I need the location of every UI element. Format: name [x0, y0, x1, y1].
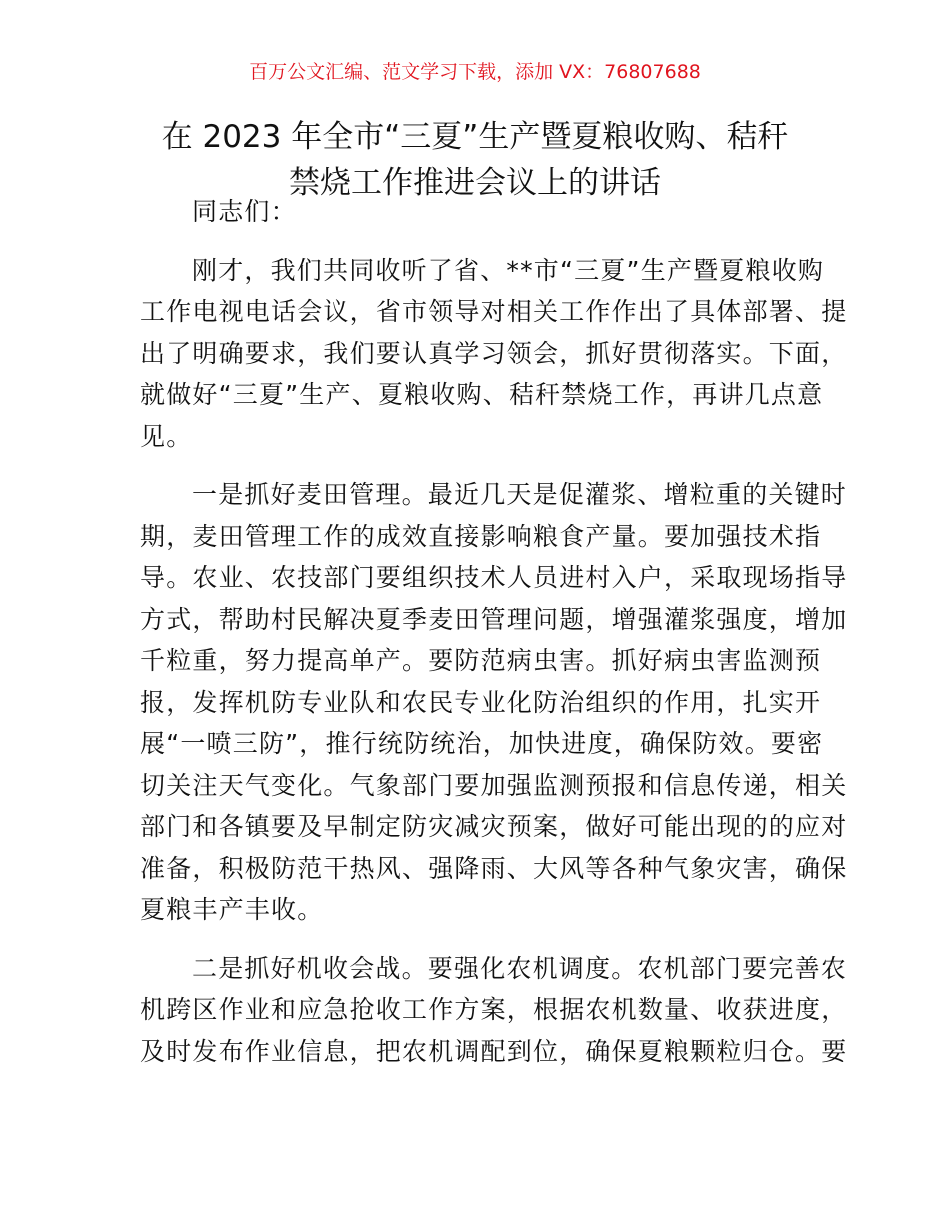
paragraph-line: 夏粮丰产丰收。: [140, 895, 324, 924]
paragraph-line: 就做好“三夏”生产、夏粮收购、秸秆禁烧工作，再讲几点意: [140, 380, 824, 409]
paragraph-line: 千粒重，努力提高单产。要防范病虫害。抓好病虫害监测预: [140, 646, 822, 675]
paragraph-line: 期，麦田管理工作的成效直接影响粮食产量。要加强技术指: [140, 521, 822, 551]
paragraph-line: 部门和各镇要及早制定防灾减灾预案，做好可能出现的的应对: [140, 812, 848, 841]
paragraph-line: 机跨区作业和应急抢收工作方案，根据农机数量、收获进度，: [140, 995, 848, 1024]
document-body: [140, 191, 848, 1089]
paragraph-line: 及时发布作业信息，把农机调配到位，确保夏粮颗粒归仓。要: [140, 1036, 848, 1066]
watermark-header: 百万公文汇编、范文学习下载，添加 VX：76807688: [249, 61, 701, 83]
paragraph: [140, 474, 848, 931]
paragraph-line: 准备，积极防范干热风、强降雨、大风等各种气象灾害，确保: [140, 853, 848, 883]
paragraph-line: 二是抓好机收会战。要强化农机调度。农机部门要完善农: [192, 953, 848, 983]
paragraph-line: 见。: [140, 421, 193, 451]
paragraph-line: 工作电视电话会议，省市领导对相关工作作出了具体部署、提: [140, 297, 848, 326]
paragraph-line: 刚才，我们共同收听了省、**市“三夏”生产暨夏粮收购: [192, 255, 825, 285]
paragraph-line: 同志们：: [192, 197, 297, 226]
paragraph: [140, 948, 848, 1073]
title-line: 在 2023 年全市“三夏”生产暨夏粮收购、秸秆: [161, 119, 789, 155]
paragraph: [140, 250, 848, 458]
paragraph-line: 展“一喷三防”，推行统防统治，加快进度，确保防效。要密: [140, 729, 824, 758]
paragraph-line: 方式，帮助村民解决夏季麦田管理问题，增强灌浆强度，增加: [140, 604, 848, 634]
paragraph: [140, 191, 820, 233]
title-line: 禁烧工作推进会议上的讲话: [289, 165, 661, 201]
paragraph-line: 切关注天气变化。气象部门要加强监测预报和信息传递，相关: [140, 770, 848, 800]
paragraph-line: 导。农业、农技部门要组织技术人员进村入户，采取现场指导: [140, 563, 848, 592]
paragraph-line: 报，发挥机防专业队和农民专业化防治组织的作用，扎实开: [140, 687, 822, 717]
paragraph-line: 出了明确要求，我们要认真学习领会，抓好贯彻落实。下面，: [140, 338, 848, 368]
paragraph-line: 一是抓好麦田管理。最近几天是促灌浆、增粒重的关键时: [192, 480, 848, 509]
